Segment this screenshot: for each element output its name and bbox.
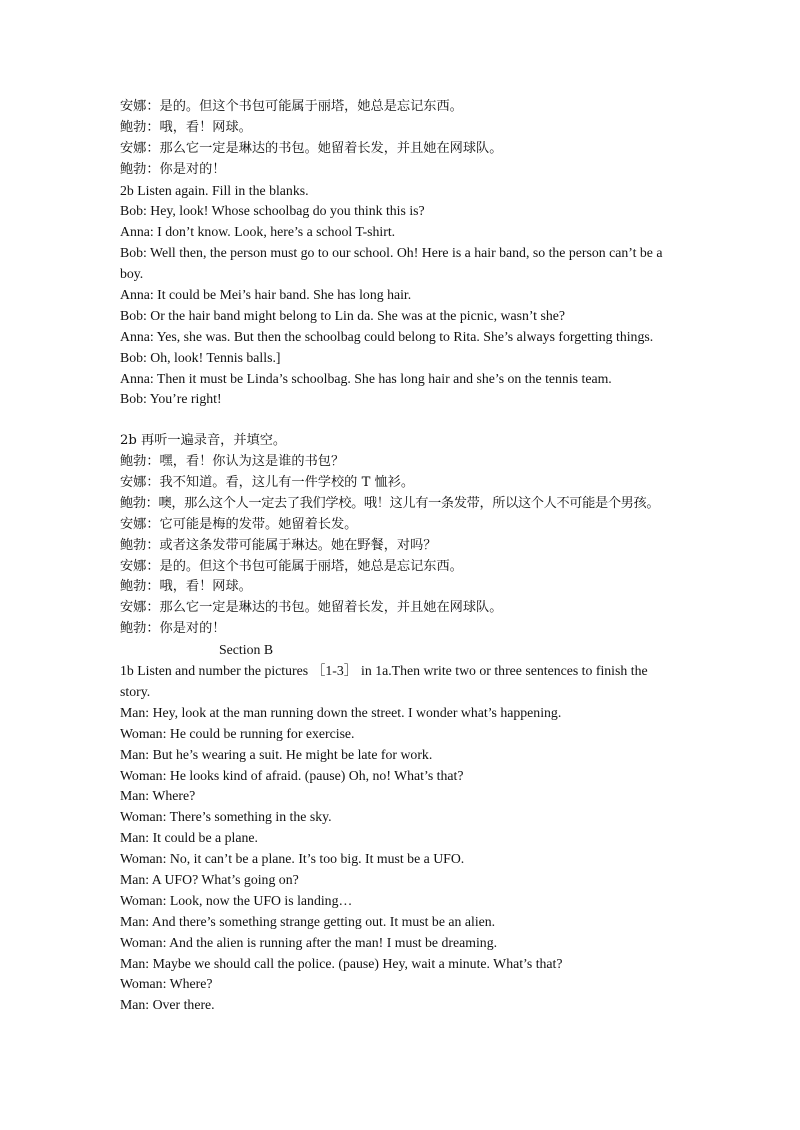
text-line: 鲍勃：哦，看！网球。 xyxy=(120,579,252,595)
text-line: 安娜：那么它一定是琳达的书包。她留着长发，并且她在网球队。 xyxy=(120,600,503,616)
text-line: 鲍勃：哦，看！网球。 xyxy=(120,119,252,135)
text-line: Bob: Hey, look! Whose schoolbag do you think this is? xyxy=(120,203,425,219)
text-line: 鲍勃：噢，那么这个人一定去了我们学校。哦！这儿有一条发带，所以这个人不可能是个男孩。 xyxy=(120,495,660,511)
text-line: Man: Maybe we should call the police. (pause) Hey, wait a minute. What’s that? xyxy=(120,955,563,971)
text-line: 鲍勃：嘿，看！你认为这是谁的书包？ xyxy=(120,454,345,470)
text-line: Anna: Then it must be Linda’s schoolbag. She has long hair and she’s on the tennis team. xyxy=(120,370,612,386)
text-line: 1b Listen and number the pictures ［1-3］ in 1a.Then write two or three sentences to finish the xyxy=(120,663,648,679)
text-line: 安娜：是的。但这个书包可能属于丽塔，她总是忘记东西。 xyxy=(120,558,463,574)
text-line: Woman: Look, now the UFO is landing… xyxy=(120,892,353,908)
text-line: Man: Where? xyxy=(120,788,196,804)
text-line: Man: A UFO? What’s going on? xyxy=(120,871,299,887)
text-line: 鲍勃：或者这条发带可能属于琳达。她在野餐，对吗？ xyxy=(120,537,437,553)
document-body xyxy=(120,97,690,1016)
text-line: 2b Listen again. Fill in the blanks. xyxy=(120,182,309,198)
text-line: Bob: You’re right! xyxy=(120,391,222,407)
text-line: 安娜：它可能是梅的发带。她留着长发。 xyxy=(120,516,358,532)
text-line: Man: But he’s wearing a suit. He might be late for work. xyxy=(120,746,433,762)
text-line: Anna: Yes, she was. But then the schoolbag could belong to Rita. She’s always forgetting things. xyxy=(120,328,654,344)
text-line: Bob: Or the hair band might belong to Lin da. She was at the picnic, wasn’t she? xyxy=(120,307,565,323)
text-line: 安娜：那么它一定是琳达的书包。她留着长发，并且她在网球队。 xyxy=(120,140,503,156)
text-line: Anna: I don’t know. Look, here’s a school T-shirt. xyxy=(120,224,396,240)
text-line: Woman: He looks kind of afraid. (pause) Oh, no! What’s that? xyxy=(120,767,464,783)
text-line: Bob: Well then, the person must go to our school. Oh! Here is a hair band, so the person can’t be a xyxy=(120,245,663,261)
text-line: 鲍勃：你是对的！ xyxy=(120,161,226,177)
text-line: boy. xyxy=(120,266,144,282)
blank-line xyxy=(120,410,690,431)
text-line: Man: Hey, look at the man running down the street. I wonder what’s happening. xyxy=(120,704,562,720)
text-line: Anna: It could be Mei’s hair band. She has long hair. xyxy=(120,287,412,303)
text-line: Woman: He could be running for exercise. xyxy=(120,725,355,741)
text-line: Woman: No, it can’t be a plane. It’s too big. It must be a UFO. xyxy=(120,851,465,867)
text-line: Man: And there’s something strange getting out. It must be an alien. xyxy=(120,913,496,929)
text-line: 安娜：我不知道。看，这儿有一件学校的 T 恤衫。 xyxy=(120,475,415,491)
text-line: Woman: There’s something in the sky. xyxy=(120,809,332,825)
text-line: 安娜：是的。但这个书包可能属于丽塔，她总是忘记东西。 xyxy=(120,99,463,114)
text-line: Man: Over there. xyxy=(120,997,215,1013)
text-line: Woman: And the alien is running after the man! I must be dreaming. xyxy=(120,934,498,950)
text-line: 鲍勃：你是对的！ xyxy=(120,621,226,637)
text-line: Woman: Where? xyxy=(120,976,213,992)
text-line: story. xyxy=(120,683,151,699)
text-line: Bob: Oh, look! Tennis balls.] xyxy=(120,349,281,365)
text-line: 2b 再听一遍录音，并填空。 xyxy=(120,433,287,449)
section-heading: Section B xyxy=(219,642,274,658)
text-line: Man: It could be a plane. xyxy=(120,830,258,846)
